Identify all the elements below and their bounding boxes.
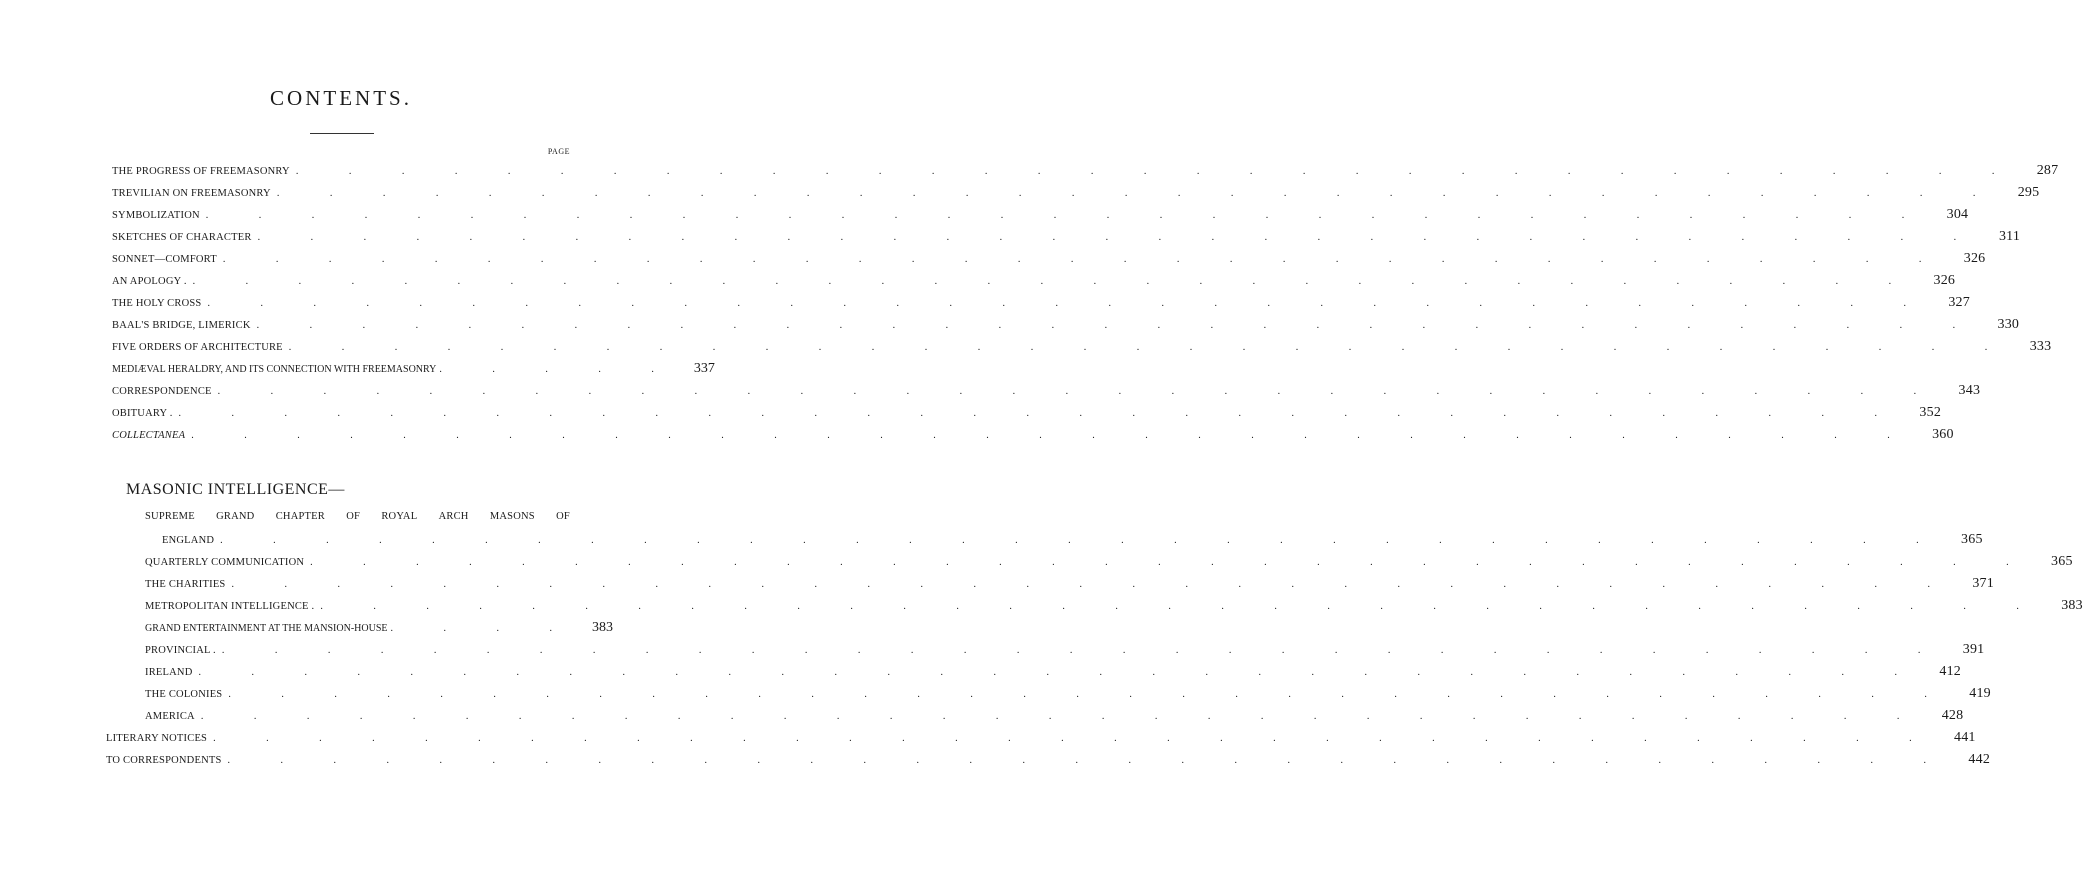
toc-entry-label: ENGLAND xyxy=(162,535,215,546)
word: ARCH xyxy=(438,511,469,522)
page-title: CONTENTS. xyxy=(270,86,412,110)
section-heading: MASONIC INTELLIGENCE— xyxy=(126,481,345,498)
word: ROYAL xyxy=(381,511,418,522)
toc-entry xyxy=(106,730,1976,748)
word: CHAPTER xyxy=(275,511,325,522)
toc-entry xyxy=(112,251,1986,269)
dot-leader: . . . . . . . . . . . . . . . . . . . . . . . . . . . . . . . . . xyxy=(228,689,1951,700)
toc-entry-page: 333 xyxy=(2029,339,2052,354)
toc-entry xyxy=(112,163,2059,181)
toc-entry-label: QUARTERLY COMMUNICATION xyxy=(145,557,305,568)
dot-leader: . . . . . . . . . . . . . . . . . . . . . . . . . . . . . . . . . xyxy=(227,755,1951,766)
toc-entry-page: 412 xyxy=(1939,664,1961,679)
title-rule xyxy=(310,133,374,134)
toc-entry-label: AN APOLOGY . xyxy=(112,276,187,287)
word: SUPREME xyxy=(145,511,195,522)
dot-leader: . . . . . . . . . . . . . . . . . . . . . . . . . . . . . . . . . xyxy=(213,733,1936,744)
toc-entry-label: THE PROGRESS OF FREEMASONRY xyxy=(112,166,290,177)
word: OF xyxy=(556,511,570,522)
toc-entry xyxy=(145,686,1991,704)
toc-entry-label: IRELAND xyxy=(145,667,193,678)
dot-leader: . . . . . . . . . . . . . . . . . . . . . . . . . . . . . . . . . xyxy=(198,667,1921,678)
toc-entry-page: 352 xyxy=(1919,405,1942,420)
toc-entry-label: THE COLONIES xyxy=(145,689,223,700)
word: OF xyxy=(346,511,361,522)
dot-leader: . . . . . . . . . . . . . . . . . . . . . . . . . . . . . . . . . xyxy=(256,320,1980,331)
dot-leader: . . . . . . . . . . . . . . . . . . . . . . . . . . . . . . . . . xyxy=(310,557,2033,568)
dot-leader: . . . . . . . . . . . . . . . . . . . . . . . . . . . . . . . . . xyxy=(231,579,1954,590)
dot-leader: . . . . . xyxy=(439,364,678,375)
toc-entry xyxy=(145,642,1985,660)
dot-leader: . . . . . . . . . . . . . . . . . . . . . . . . . . . . . . . . . xyxy=(205,210,1929,221)
toc-entry-page: 343 xyxy=(1958,383,1981,398)
toc-entry-page: 441 xyxy=(1954,730,1976,745)
toc-entry xyxy=(162,532,1983,550)
toc-entry-page: 360 xyxy=(1932,427,1954,442)
dot-leader: . . . . . . . . . . . . . . . . . . . . . . . . . . . . . . . . . xyxy=(200,711,1924,722)
dot-leader: . . . . . . . . . . . . . . . . . . . . . . . . . . . . . . . . . xyxy=(257,232,1981,243)
toc-entry xyxy=(112,229,2021,247)
toc-entry-label: COLLECTANEA xyxy=(112,430,186,441)
toc-entry-page: 327 xyxy=(1948,295,1970,310)
toc-entry-page: 383 xyxy=(2061,598,2083,613)
toc-entry xyxy=(112,361,715,379)
toc-entry-label: BAAL'S BRIDGE, LIMERICK xyxy=(112,320,251,331)
page-column-header: PAGE xyxy=(547,147,570,156)
toc-entry-label: TO CORRESPONDENTS xyxy=(106,755,222,766)
word: MASONS xyxy=(489,511,535,522)
dot-leader: . . . . . . . . . . . . . . . . . . . . . . . . . . . . . . . . . xyxy=(221,645,1945,656)
toc-entry-label: SONNET—COMFORT xyxy=(112,254,217,265)
toc-entry-page: 419 xyxy=(1969,686,1991,701)
toc-entry xyxy=(145,598,2083,616)
toc-entry-label: AMERICA xyxy=(145,711,195,722)
toc-entry-label: THE HOLY CROSS xyxy=(112,298,202,309)
toc-entry-page: 304 xyxy=(1946,207,1969,222)
toc-entry-label: CORRESPONDENCE xyxy=(112,386,212,397)
toc-entry xyxy=(145,708,1964,726)
toc-entry xyxy=(112,207,1969,225)
toc-entry-page: 365 xyxy=(2051,554,2073,569)
toc-entry-label: FIVE ORDERS OF ARCHITECTURE xyxy=(112,342,283,353)
toc-entry xyxy=(106,752,1991,770)
dot-leader: . . . . . . . . . . . . . . . . . . . . . . . . . . . . . . . . . xyxy=(276,188,2000,199)
dot-leader: . . . . . . . . . . . . . . . . . . . . . . . . . . . . . . . . . xyxy=(288,342,2012,353)
toc-entry-page: 371 xyxy=(1972,576,1994,591)
toc-entry-label: OBITUARY . xyxy=(112,408,173,419)
toc-entry-page: 442 xyxy=(1968,752,1991,767)
dot-leader: . . . . . . . . . . . . . . . . . . . . . . . . . . . . . . . . . xyxy=(222,254,1946,265)
dot-leader: . . . . . . . . . . . . . . . . . . . . . . . . . . . . . . . . . xyxy=(295,166,2019,177)
toc-entry-label: TREVILIAN ON FREEMASONRY xyxy=(112,188,271,199)
toc-entry xyxy=(112,185,2040,203)
toc-entry-label: SYMBOLIZATION xyxy=(112,210,200,221)
toc-entry xyxy=(112,273,1956,291)
dot-leader: . . . . xyxy=(390,623,576,634)
toc-entry-label: THE CHARITIES xyxy=(145,579,226,590)
toc-entry xyxy=(145,664,1961,682)
dot-leader: . . . . . . . . . . . . . . . . . . . . . . . . . . . . . . . . . xyxy=(217,386,1941,397)
toc-entry-page: 326 xyxy=(1963,251,1986,266)
toc-entry xyxy=(112,295,1970,313)
toc-entry-page: 295 xyxy=(2017,185,2040,200)
toc-entry-page: 337 xyxy=(693,361,715,376)
toc-entry xyxy=(145,554,2073,572)
toc-entry-page: 287 xyxy=(2036,163,2059,178)
toc-entry xyxy=(145,620,613,638)
toc-entry xyxy=(112,427,1954,445)
toc-entry-page: 365 xyxy=(1961,532,1983,547)
dot-leader: . . . . . . . . . . . . . . . . . . . . . . . . . . . . . . . . . xyxy=(207,298,1930,309)
toc-entry xyxy=(145,576,1994,594)
toc-entry-label: LITERARY NOTICES xyxy=(106,733,208,744)
toc-entry-page: 311 xyxy=(1998,229,2021,244)
toc-entry-first-line xyxy=(145,511,570,522)
toc-entry-page: 428 xyxy=(1941,708,1964,723)
toc-entry-label: SKETCHES OF CHARACTER xyxy=(112,232,252,243)
toc-entry-label: METROPOLITAN INTELLIGENCE . xyxy=(145,601,315,612)
dot-leader: . . . . . . . . . . . . . . . . . . . . . . . . . . . . . . . . . xyxy=(178,408,1902,419)
word: GRAND xyxy=(216,511,255,522)
toc-entry xyxy=(112,339,2052,357)
dot-leader: . . . . . . . . . . . . . . . . . . . . . . . . . . . . . . . . . xyxy=(191,430,1914,441)
dot-leader: . . . . . . . . . . . . . . . . . . . . . . . . . . . . . . . . . xyxy=(220,535,1943,546)
toc-entry xyxy=(112,383,1981,401)
toc-entry xyxy=(112,317,2020,335)
toc-entry-page: 330 xyxy=(1997,317,2020,332)
toc-entry-label: MEDIÆVAL HERALDRY, AND ITS CONNECTION WITH FREEMASONRY xyxy=(112,364,437,375)
toc-entry-page: 391 xyxy=(1962,642,1985,657)
toc-entry-page: 383 xyxy=(592,620,613,635)
dot-leader: . . . . . . . . . . . . . . . . . . . . . . . . . . . . . . . . . xyxy=(320,601,2043,612)
dot-leader: . . . . . . . . . . . . . . . . . . . . . . . . . . . . . . . . . xyxy=(192,276,1916,287)
toc-entry xyxy=(112,405,1942,423)
toc-entry-label: GRAND ENTERTAINMENT AT THE MANSION-HOUSE xyxy=(145,623,388,634)
toc-entry-label: PROVINCIAL . xyxy=(145,645,216,656)
toc-entry-page: 326 xyxy=(1933,273,1956,288)
